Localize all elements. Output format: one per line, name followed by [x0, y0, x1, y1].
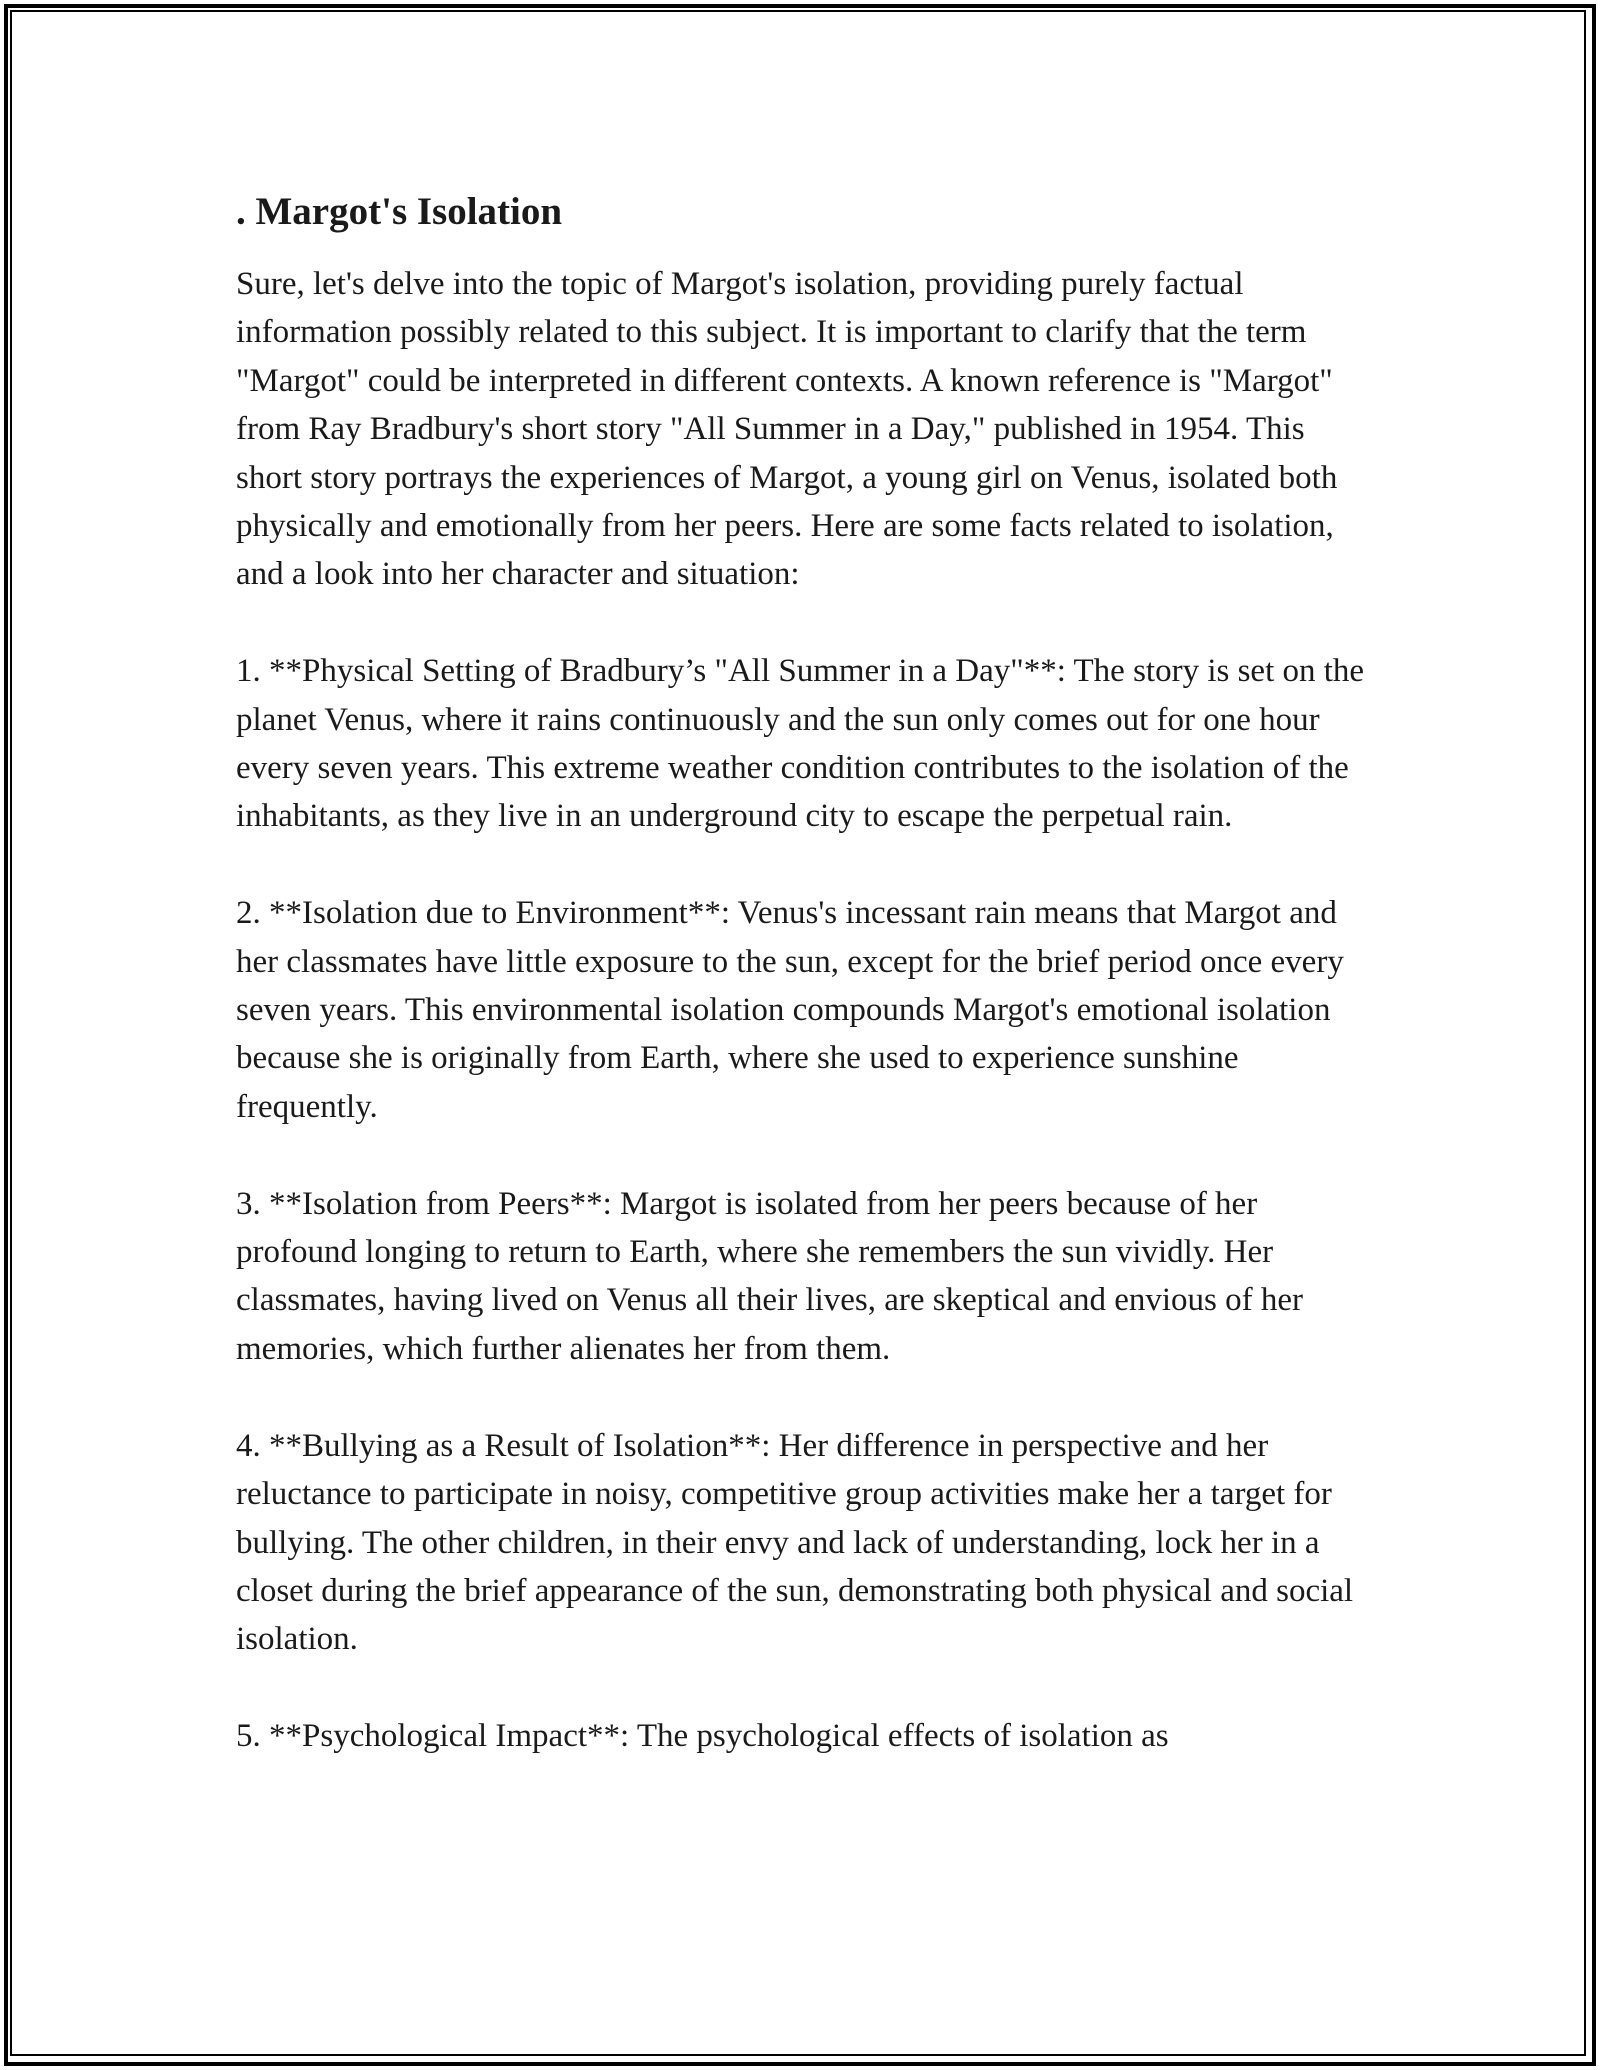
- document-title: . Margot's Isolation: [236, 190, 563, 233]
- list-item-physical-setting: 1. **Physical Setting of Bradbury’s "All Summer in a Day"**: The story is set on the planet Venus, where it rains continuously and the sun only comes out for one hour every seven years. This extreme weather condition contributes to the isolation of the inhabitants, as they live in an underground city to escape the perpetual rain.: [236, 653, 1365, 835]
- list-item-environment-isolation: 2. **Isolation due to Environment**: Venus's incessant rain means that Margot and her classmates have little exposure to the sun, except for the brief period once every seven years. This environmental isolation compounds Margot's emotional isolation because she is originally from Earth, where she used to experience sunshine frequently.: [236, 895, 1344, 1125]
- document-body: [236, 186, 1366, 1761]
- list-item-peer-isolation: 3. **Isolation from Peers**: Margot is isolated from her peers because of her profound longing to return to Earth, where she remembers the sun vividly. Her classmates, having lived on Venus all their lives, are skeptical and envious of her memories, which further alienates her from them.: [236, 1185, 1304, 1367]
- list-item-psychological-impact: 5. **Psychological Impact**: The psychological effects of isolation as: [236, 1718, 1169, 1755]
- intro-paragraph: Sure, let's delve into the topic of Margot's isolation, providing purely factual information possibly related to this subject. It is important to clarify that the term "Margot" could be interpreted in different contexts. A known reference is "Margot" from Ray Bradbury's short story "All Summer in a Day," published in 1954. This short story portrays the experiences of Margot, a young girl on Venus, isolated both physically and emotionally from her peers. Here are some facts related to isolation, and a look into her character and situation:: [236, 266, 1338, 593]
- list-item-bullying: 4. **Bullying as a Result of Isolation**: Her difference in perspective and her reluctance to participate in noisy, competitive group activities make her a target for bullying. The other children, in their envy and lack of understanding, lock her in a closet during the brief appearance of the sun, demonstrating both physical and social isolation.: [236, 1427, 1354, 1658]
